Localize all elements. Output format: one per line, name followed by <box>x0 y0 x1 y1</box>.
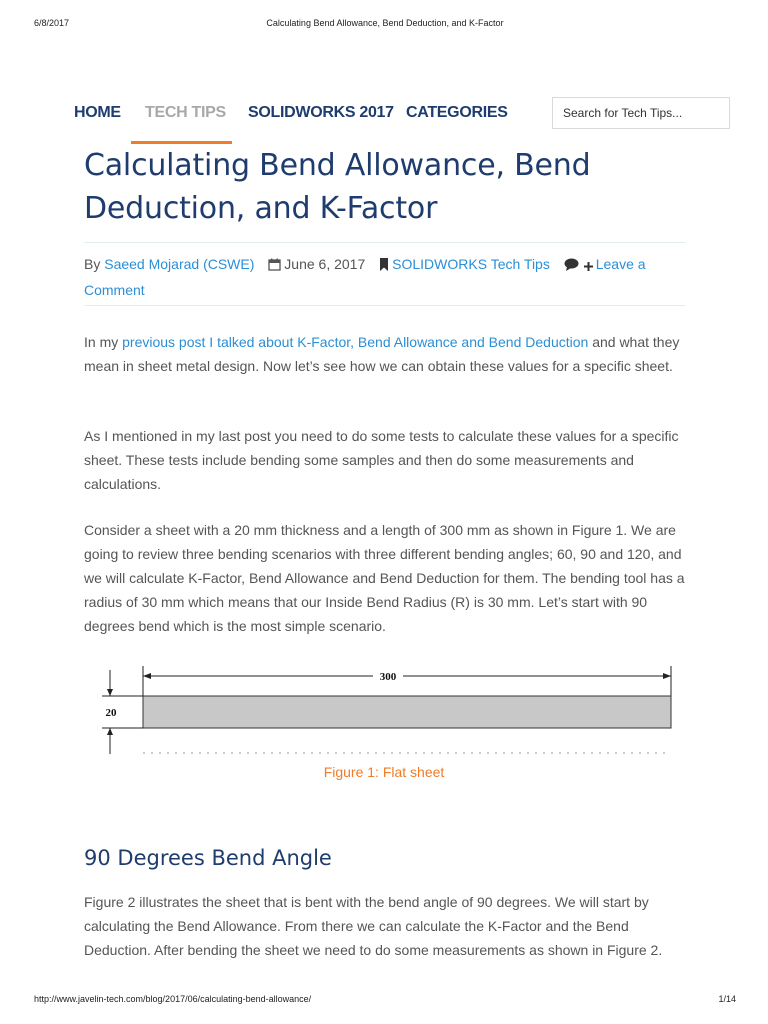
print-footer <box>34 994 736 1006</box>
search-input[interactable] <box>552 97 730 129</box>
text: In my <box>84 334 123 350</box>
arrowhead <box>143 673 151 679</box>
comment-icon <box>564 254 579 278</box>
nav-home[interactable]: HOME <box>74 104 121 121</box>
paragraph-tests: As I mentioned in my last post you need to do some tests to calculate these values for a specific sheet. These tests include bending some samples and then do some measurements and calculations. <box>84 428 679 492</box>
bookmark-icon <box>379 254 389 278</box>
arrowhead <box>663 673 671 679</box>
nav-tech-tips[interactable]: TECH TIPS <box>145 104 226 121</box>
paragraph-intro <box>84 330 686 378</box>
nav-solidworks-2017[interactable]: SOLIDWORKS 2017 <box>248 104 394 121</box>
thickness-label: 20 <box>105 707 117 719</box>
section-heading: 90 Degrees Bend Angle <box>84 846 332 870</box>
sheet-rectangle <box>143 696 671 728</box>
nav-categories[interactable]: CATEGORIES <box>406 104 508 121</box>
article-meta <box>84 252 686 302</box>
page-number: 1/14 <box>718 994 736 1004</box>
previous-post-link[interactable]: previous post I talked about K-Factor, Bend Allowance and Bend Deduction <box>122 334 589 350</box>
paragraph-90-degrees: Figure 2 illustrates the sheet that is bent with the bend angle of 90 degrees. We will start by calculating the Bend Allowance. From there we can calculate the K-Factor and the Bend Deduction. After bending the sheet we need to do some measurements as shown in Figure 2. <box>84 894 663 958</box>
divider <box>84 305 685 306</box>
figure-caption: Figure 1: Flat sheet <box>323 764 445 780</box>
calendar-icon <box>268 254 281 278</box>
text: and what they mean in sheet metal design. Now let’s see how we can obtain these values for a specific sheet. <box>84 334 680 374</box>
post-date: June 6, 2017 <box>284 256 366 272</box>
arrowhead <box>107 689 113 696</box>
arrowhead <box>107 728 113 735</box>
leave-comment-link[interactable]: Leave a Comment <box>84 256 646 298</box>
category-link[interactable]: SOLIDWORKS Tech Tips <box>392 256 550 272</box>
page-url: http://www.javelin-tech.com/blog/2017/06/calculating-bend-allowance/ <box>34 994 312 1004</box>
plus-icon <box>584 254 593 278</box>
by-label: By <box>84 256 101 272</box>
print-date: 6/8/2017 <box>34 18 70 28</box>
article-title: Calculating Bend Allowance, Bend Deduction, and K-Factor <box>84 148 591 226</box>
divider <box>84 242 685 243</box>
flat-sheet-figure <box>98 662 674 760</box>
print-header <box>34 18 736 30</box>
print-title: Calculating Bend Allowance, Bend Deduction, and K-Factor <box>266 18 504 28</box>
paragraph-scenario: Consider a sheet with a 20 mm thickness and a length of 300 mm as shown in Figure 1. We are going to review three bending scenarios with three different bending angles; 60, 90 and 120, and we will calculate K-Factor, Bend Allowance and Bend Deduction for them. The bending tool has a radius of 30 mm which means that our Inside Bend Radius (R) is 30 mm. Let’s start with 90 degrees bend which is the most simple scenario. <box>84 522 685 634</box>
author-link[interactable]: Saeed Mojarad (CSWE) <box>104 256 255 272</box>
length-label: 300 <box>379 671 397 683</box>
